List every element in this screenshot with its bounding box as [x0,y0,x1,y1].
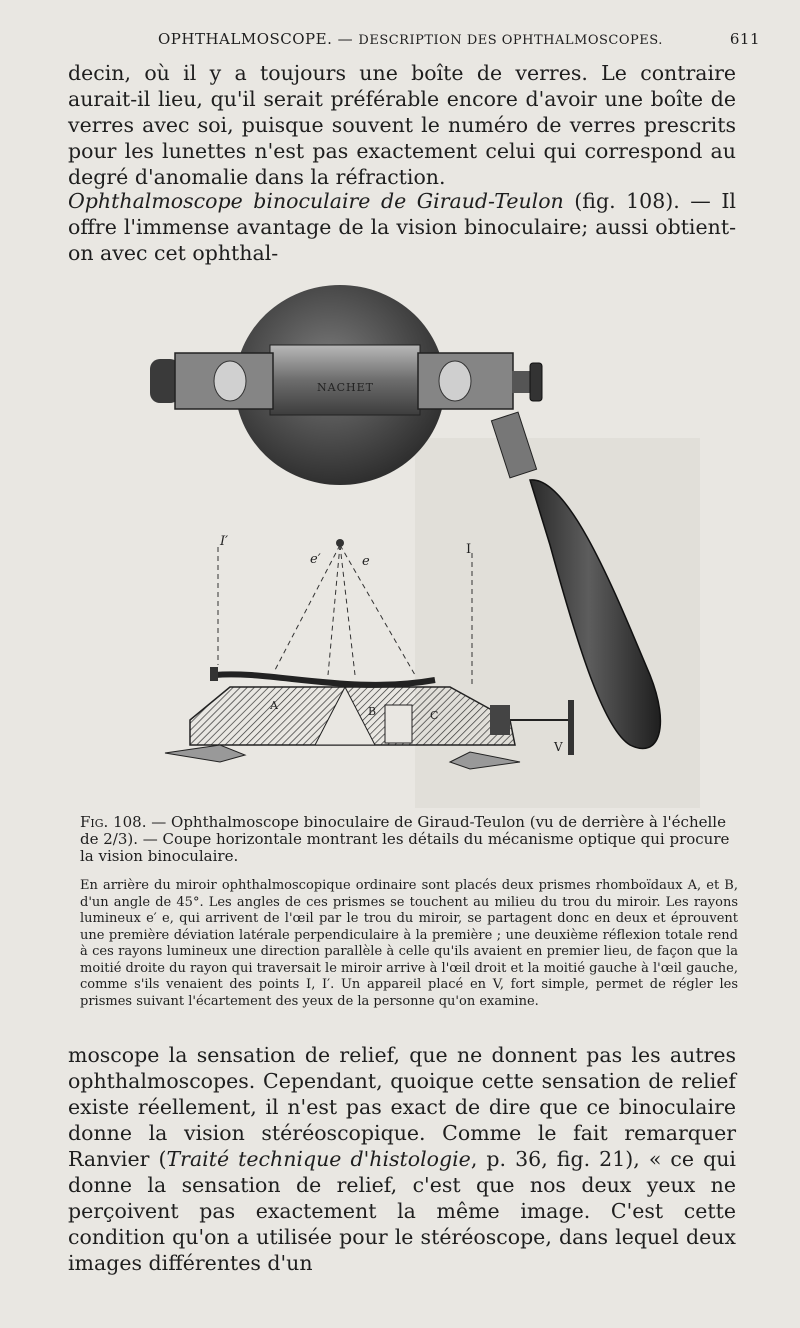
right-lens [439,361,471,401]
label-V: V [554,740,563,754]
running-title [158,30,663,48]
label-B: B [368,705,377,718]
right-collar [512,371,532,393]
figure-108 [150,275,740,815]
label-e-prime: e′ [310,552,321,567]
prism-housing [270,345,420,415]
paragraph-3-part-1: moscope la sensation de relief, que ne donnent pas les autres ophthalmoscopes. Cependant, quoique cette sensation de relief existe réellement, il n'est pas exact de dire que ce binoculaire donne la vision stéréoscopique. Comme le fait remarquer Ranvier ( [68,1043,736,1171]
paragraph-2-text: (fig. 108). — Il offre l'immense avantage de la vision binoculaire; aussi obtient-on avec cet ophthal- [68,189,736,265]
label-e: e [362,554,370,569]
label-I-prime: I′ [220,534,229,549]
label-C: C [430,709,439,722]
ophthalmoscope-illustration [150,275,740,815]
paragraph-1: decin, où il y a toujours une boîte de verres. Le contraire aurait-il lieu, qu'il serait préférable encore d'avoir une boîte de verres avec soi, puisque souvent le numéro de verres prescrits pour les lunettes n'est pas exactement celui qui correspond au degré d'anomalie dans la réfraction. [68,61,736,189]
paragraph-2-title: Ophthalmoscope binoculaire de Giraud-Teulon [68,189,564,213]
paragraph-3-citation: Traité technique d'histologie [166,1147,471,1171]
left-lens [214,361,246,401]
paragraph-3-part-2: , p. 36, fig. 21), « ce qui donne la sensation de relief, c'est que nos deux yeux ne perçoivent pas exactement la même image. C'est cette condition qu'on a utilisée pour le stéréoscope, dans lequel deux images différentes d'un [68,1147,736,1275]
paragraph-2 [68,188,736,266]
label-A: A [270,699,278,712]
maker-stamp: NACHET [317,381,374,394]
page-number: 611 [729,30,760,48]
label-I: I [466,542,472,557]
figure-note: En arrière du miroir ophthalmoscopique ordinaire sont placés deux prismes rhomboïdaux A, et B, d'un angle de 45°. Les angles de ces prismes se touchent au milieu du trou du miroir. Les rayons lumineux e′ e, qui arrivent de l'œil par le trou du miroir, se partagent donc en deux et éprouvent une première déviation latérale perpendiculaire à la première ; une deuxième réflexion totale rend à ces rayons lumineux une direction parallèle à celle qu'ils avaient en premier lieu, de façon que la moitié droite du rayon qui traversait le miroir arrive à l'œil droit et la moitié gauche à l'œil gauche, comme s'ils venaient des points I, I′. Un appareil placé en V, fort simple, permet de régler les prismes suivant l'écartement des yeux de la personne qu'on examine. [80,878,738,1009]
figure-label: Fig. 108. [80,813,147,831]
running-title-sub: DESCRIPTION DES OPHTHALMOSCOPES. [358,33,663,48]
adjust-screw [530,363,542,401]
caption-text: — Ophthalmoscope binoculaire de Giraud-Teulon (vu de derrière à l'échelle de 2/3). — Coupe horizontale montrant les détails du mécanisme optique qui procure la vision binoculaire. [80,813,730,865]
running-title-main: OPHTHALMOSCOPE. — [158,30,359,48]
figure-caption [80,814,740,865]
paragraph-3 [68,1042,736,1276]
eye-point [336,539,344,547]
running-header [68,30,760,54]
